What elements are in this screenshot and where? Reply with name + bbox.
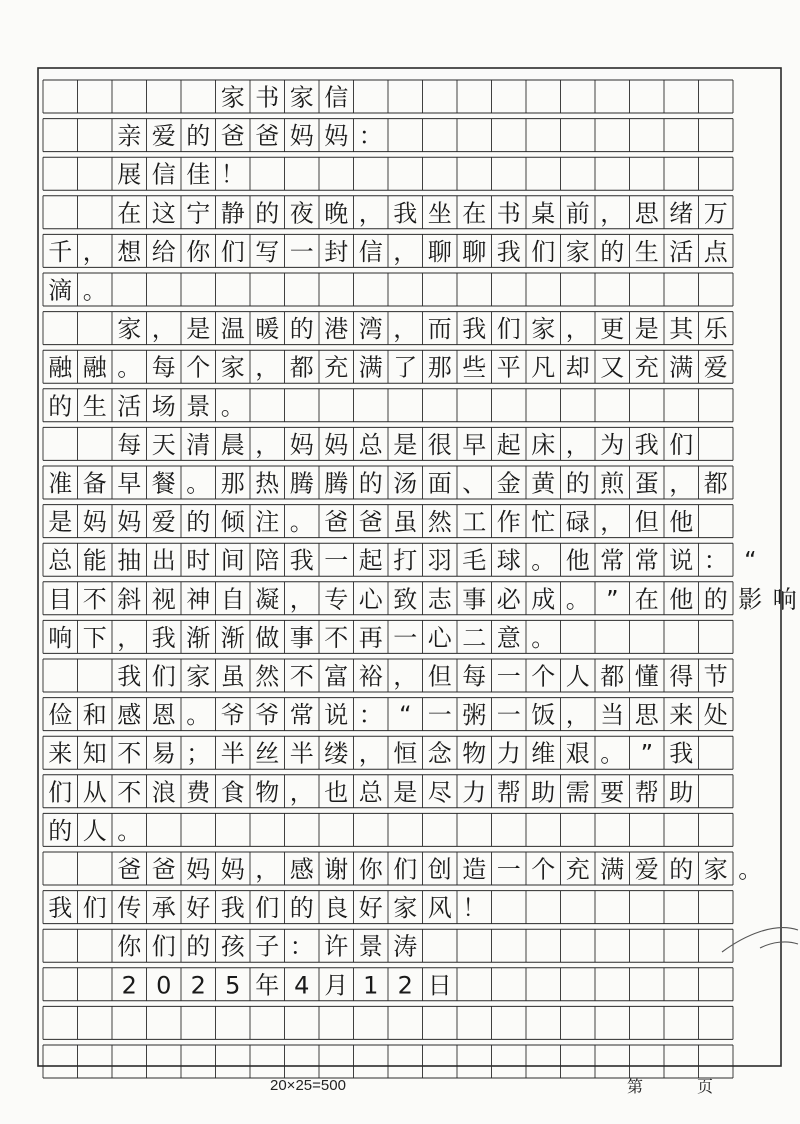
letter-line: 融 融 。 每 个 家 ， 都 充 满 了 那 些 平 凡 却 又 充 满 爱 [48,353,728,382]
letter-line: 来 知 不 易 ； 半 丝 半 缕 ， 恒 念 物 力 维 艰 。 ” 我 [48,739,694,768]
letter-line: 准 备 早 餐 。 那 热 腾 腾 的 汤 面 、 金 黄 的 煎 蛋 ， 都 [48,469,728,498]
letter-line: 响 下 ， 我 渐 渐 做 事 不 再 一 心 二 意 。 [48,623,556,652]
letter-line: 千 ， 想 给 你 们 写 一 封 信 ， 聊 聊 我 们 家 的 生 活 点 [48,237,728,266]
letter-line: 滴 。 [48,276,107,305]
letter-line: 你 们 的 孩 子 ： 许 景 涛 [117,932,418,961]
letter-line: 们 从 不 浪 费 食 物 ， 也 总 是 尽 力 帮 助 需 要 帮 助 [48,778,694,807]
letter-line: 爸 爸 妈 妈 ， 感 谢 你 们 创 造 一 个 充 满 爱 的 家 。 [117,855,763,884]
letter-line: 在 这 宁 静 的 夜 晚 ， 我 坐 在 书 桌 前 ， 思 绪 万 [117,199,728,228]
letter-line: 我 们 家 虽 然 不 富 裕 ， 但 每 一 个 人 都 懂 得 节 [117,662,728,691]
grid-count-label: 20×25=500 [270,1077,346,1094]
letter-line: 每 天 清 晨 ， 妈 妈 总 是 很 早 起 床 ， 为 我 们 [117,430,694,459]
letter-line: 家 书 家 信 [220,83,349,112]
page-number-label: 第 [627,1079,644,1096]
letter-line: 的 生 活 场 景 。 [48,392,245,421]
letter-line: 是 妈 妈 爱 的 倾 注 。 爸 爸 虽 然 工 作 忙 碌 ， 但 他 [48,508,694,537]
letter-line: 2 0 2 5 年 4 月 1 2 日 [121,971,452,1000]
letter-line: 我 们 传 承 好 我 们 的 良 好 家 风 ！ [48,894,487,923]
page-number-suffix: 页 [697,1079,714,1096]
letter-line: 俭 和 感 恩 。 爷 爷 常 说 ： “ 一 粥 一 饭 ， 当 思 来 处 [48,701,728,730]
letter-line: 的 人 。 [48,816,142,845]
letter-line: 亲 爱 的 爸 爸 妈 妈 ： [117,122,383,151]
letter-line: 目 不 斜 视 神 自 凝 ， 专 心 致 志 事 必 成 。 ” 在 他 的 影 响 [48,585,797,614]
letter-line: 家 ， 是 温 暖 的 港 湾 ， 而 我 们 家 ， 更 是 其 乐 [117,315,728,344]
letter-line: 总 能 抽 出 时 间 陪 我 一 起 打 羽 毛 球 。 他 常 常 说 ： “ [48,546,757,575]
letter-line: 展 信 佳 ！ [117,160,245,189]
